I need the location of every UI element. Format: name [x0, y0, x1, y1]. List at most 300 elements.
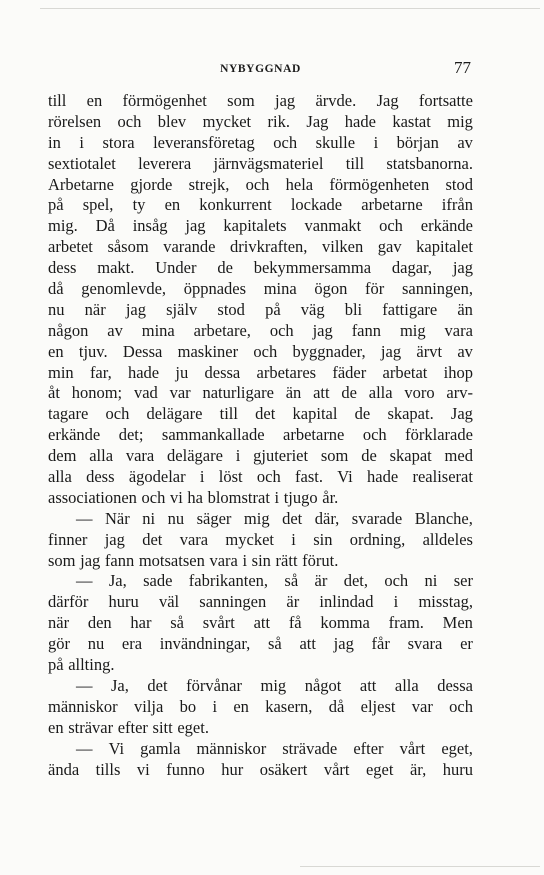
text-line [48, 133, 473, 154]
word: ihop [443, 362, 473, 382]
text-line [48, 530, 473, 551]
text-line [48, 154, 473, 175]
word: — [76, 571, 93, 591]
word: som [227, 91, 255, 110]
word: arbetarne [283, 425, 345, 445]
word: alla [89, 446, 114, 466]
running-head: NYBYGGNAD [220, 63, 301, 75]
word: erkände [420, 216, 473, 236]
word: skapat. [387, 404, 434, 424]
word: ni [424, 571, 438, 591]
word: naturligare [202, 383, 274, 403]
word: jag [104, 529, 125, 549]
word: därför [48, 592, 89, 612]
word: makt. [97, 258, 135, 278]
word: jag [380, 341, 402, 361]
word: och [273, 132, 298, 152]
word: dess [86, 467, 115, 487]
word: jag [452, 258, 473, 278]
word: nu [48, 299, 65, 319]
word: eget. [177, 717, 209, 737]
word: ända [48, 759, 80, 779]
word: en [233, 696, 249, 716]
word: och [449, 696, 473, 716]
word: av [457, 341, 473, 361]
word: gav [377, 237, 402, 257]
word: realiserat [412, 467, 473, 487]
word: blomstrat [207, 487, 270, 507]
word: sanningen, [401, 279, 473, 299]
word: i [291, 529, 296, 549]
word: honom; [71, 383, 123, 403]
text-line [48, 676, 473, 697]
word: jag [125, 299, 146, 319]
word: När [105, 508, 130, 528]
word: er [460, 634, 473, 654]
text-line [48, 258, 473, 279]
word: år. [322, 487, 339, 507]
word: leverera [138, 153, 192, 173]
word: hade [127, 362, 160, 382]
word: kasern, [265, 696, 313, 716]
word: alla [368, 383, 393, 403]
word: Arbetarne [48, 174, 114, 194]
word: en [86, 91, 103, 110]
word: huru [442, 759, 473, 779]
word: jag [333, 634, 354, 654]
text-line [48, 321, 473, 342]
word: som [48, 550, 76, 570]
word: osäkert [259, 759, 308, 779]
word: stod [217, 299, 245, 319]
word: Vi [108, 738, 125, 758]
word: och [256, 467, 281, 487]
text-line [48, 551, 473, 572]
word: svara [407, 634, 443, 654]
word: sammankallade [161, 425, 265, 445]
word: dessa [437, 675, 473, 695]
word: öppnades [183, 279, 247, 299]
word: på [265, 299, 281, 319]
word: är [314, 571, 328, 591]
word: associationen [48, 487, 137, 507]
word: vara [179, 529, 209, 549]
word: nu [167, 508, 185, 528]
text-line [48, 216, 473, 237]
word: dessa [204, 362, 241, 382]
word: början [396, 132, 439, 152]
word: och [117, 111, 142, 131]
word: förut. [302, 550, 339, 570]
word: vilja [133, 696, 164, 716]
word: det, [343, 571, 368, 591]
word: och [269, 320, 294, 340]
word: mig [260, 675, 287, 695]
word: vilken [321, 237, 364, 257]
word: arbetet [48, 237, 93, 257]
word: tills [95, 759, 121, 779]
word: att [253, 613, 271, 633]
word: in [48, 132, 61, 152]
text-line [48, 342, 473, 363]
word: som [320, 446, 349, 466]
word: dagar, [391, 258, 432, 278]
word: arv- [446, 383, 473, 403]
word: det [282, 508, 303, 528]
word: är, [409, 759, 427, 779]
word: för [365, 279, 385, 299]
word: där, [314, 508, 340, 528]
page-number: 77 [454, 58, 471, 77]
word: med [444, 446, 473, 466]
word: i [199, 467, 205, 487]
word: när [84, 299, 106, 319]
word: rörelsen [48, 111, 102, 131]
word: sanningen [199, 592, 267, 612]
word: Jag [306, 111, 329, 131]
word: när [48, 613, 70, 633]
word: väl [158, 592, 180, 612]
word: insåg [132, 216, 168, 236]
word: — [76, 508, 93, 528]
text-line [48, 300, 473, 321]
word: är [286, 592, 300, 612]
word: era [121, 634, 143, 654]
word: så [268, 634, 282, 654]
word: misstag, [418, 592, 473, 612]
word: kapitalet [416, 237, 473, 257]
word: i [393, 592, 399, 612]
word: motsatsen [138, 550, 205, 570]
word: säger [196, 508, 232, 528]
word: att [299, 634, 316, 654]
text-line [48, 571, 473, 592]
word: dess [48, 258, 77, 278]
word: till [48, 91, 67, 110]
word: i [274, 487, 280, 507]
word: jag [80, 550, 101, 570]
word: maskiner [177, 341, 239, 361]
word: lockade [290, 195, 343, 215]
word: dem [48, 446, 77, 466]
word: då [328, 696, 345, 716]
word: kapital [292, 404, 338, 424]
word: Ja, [111, 675, 129, 695]
word: fram. [388, 613, 424, 633]
word: arbetare, [193, 320, 251, 340]
word: de [217, 258, 233, 278]
word: människor [48, 696, 118, 716]
word: tjuv. [78, 341, 108, 361]
text-line [48, 718, 473, 739]
word: alldeles [422, 529, 473, 549]
word: de [354, 404, 371, 424]
word: vara [125, 446, 155, 466]
word: sin [313, 529, 333, 549]
word: stod [445, 174, 473, 194]
word: mycket [225, 529, 274, 549]
word: — [76, 675, 93, 695]
word: fattigare [382, 299, 438, 319]
word: mina [263, 279, 297, 299]
word: det; [118, 425, 144, 445]
word: gjorde [130, 174, 173, 194]
word: drivkraften, [230, 237, 308, 257]
word: än [285, 383, 302, 403]
word: mig [447, 111, 473, 131]
text-line [48, 446, 473, 467]
word: gamla [140, 738, 181, 758]
word: vara [444, 320, 473, 340]
word: åt [48, 383, 60, 403]
word: av [107, 320, 123, 340]
word: efter [117, 717, 148, 737]
word: jag [275, 91, 296, 110]
word: förmögenheten [329, 174, 430, 194]
word: något [304, 675, 342, 695]
word: allting. [68, 655, 115, 675]
word: efter [353, 738, 384, 758]
word: att [359, 675, 377, 695]
word: ty [132, 195, 146, 215]
word: var [411, 696, 433, 716]
word: hade [344, 111, 376, 131]
word: funno [166, 759, 205, 779]
word: förklarade [405, 425, 473, 445]
word: alla [394, 675, 419, 695]
word: någon [48, 320, 89, 340]
word: det [255, 404, 276, 424]
word: arbetares [256, 362, 317, 382]
word: tjugo [283, 487, 318, 507]
text-line [48, 195, 473, 216]
word: ägodelar [128, 467, 186, 487]
text-line [48, 467, 473, 488]
word: byggnader, [292, 341, 366, 361]
word: ordning, [349, 529, 406, 549]
text-line [48, 592, 473, 613]
text-line [48, 175, 473, 196]
word: leveransföretag [153, 132, 255, 152]
word: på [48, 655, 64, 675]
word: såsom [107, 237, 149, 257]
word: Jag [376, 91, 399, 110]
word: hur [221, 759, 244, 779]
text-line [48, 739, 473, 760]
text-line [48, 425, 473, 446]
word: invändningar, [159, 634, 251, 654]
text-line [48, 112, 473, 133]
word: fann [104, 550, 135, 570]
word: arbetarne [361, 195, 423, 215]
word: i [79, 132, 84, 152]
word: en [48, 717, 64, 737]
word: spel, [82, 195, 114, 215]
word: jag [312, 320, 333, 340]
word: komma [320, 613, 370, 633]
word: fann [351, 320, 382, 340]
word: genomlevde, [81, 279, 167, 299]
word: delägare [167, 446, 223, 466]
word: skulle [315, 132, 356, 152]
word: stora [102, 132, 135, 152]
word: delägare [146, 404, 203, 424]
text-line [48, 613, 473, 634]
text-line [48, 91, 473, 112]
word: ni [142, 508, 156, 528]
word: Men [442, 613, 473, 633]
word: vi [136, 759, 150, 779]
word: min [48, 362, 74, 382]
text-line [48, 404, 473, 425]
word: erkände [48, 425, 101, 445]
word: svarade [351, 508, 403, 528]
word: och [362, 425, 387, 445]
word: sin [251, 550, 271, 570]
word: och [105, 404, 130, 424]
text-line [48, 655, 473, 676]
page-header [48, 58, 473, 82]
word: vanmakt [304, 216, 362, 236]
word: tagare [48, 404, 89, 424]
page-edge-bottom [300, 866, 540, 867]
word: det [142, 529, 163, 549]
word: fast. [295, 467, 323, 487]
word: alla [48, 467, 72, 487]
text-line [48, 383, 473, 404]
word: till [219, 404, 238, 424]
word: vårt [399, 738, 426, 758]
word: Ja, [108, 571, 127, 591]
word: Blanche, [414, 508, 473, 528]
word: Under [155, 258, 197, 278]
text-line [48, 697, 473, 718]
word: mig. [48, 216, 78, 236]
word: mig [399, 320, 426, 340]
text-line [48, 279, 473, 300]
word: strävar [68, 717, 114, 737]
word: i [242, 550, 248, 570]
word: var [169, 383, 191, 403]
word: huru [108, 592, 139, 612]
word: den [87, 613, 112, 633]
word: i [373, 132, 379, 152]
word: en [48, 341, 64, 361]
word: fortsatte [418, 91, 473, 110]
word: rätt [275, 550, 298, 570]
word: så [284, 571, 299, 591]
word: sitt [152, 717, 173, 737]
page-edge-top [40, 8, 540, 9]
word: vårt [323, 759, 350, 779]
word: gjuteriet [253, 446, 309, 466]
word: förvånar [186, 675, 242, 695]
word: och [379, 216, 403, 236]
word: nu [87, 634, 105, 654]
word: och [245, 174, 270, 194]
word: Dessa [122, 341, 163, 361]
word: och [384, 571, 409, 591]
word: strejk, [188, 174, 230, 194]
word: av [457, 132, 473, 152]
word: bo [179, 696, 197, 716]
word: eget [365, 759, 394, 779]
word: voro [404, 383, 435, 403]
word: rik. [267, 111, 291, 131]
word: vad [133, 383, 158, 403]
word: och [141, 487, 166, 507]
word: järnvägsmateriel [213, 153, 324, 173]
word: på [48, 195, 64, 215]
text-line [48, 760, 473, 781]
word: vi [169, 487, 183, 507]
text-line [48, 363, 473, 384]
word: ifrån [441, 195, 473, 215]
word: Jag [450, 404, 473, 424]
word: inlindad [319, 592, 374, 612]
word: de [361, 446, 377, 466]
word: har [130, 613, 152, 633]
word: mycket [202, 111, 252, 131]
word: till [345, 153, 365, 173]
word: själv [166, 299, 198, 319]
word: ärvt [416, 341, 443, 361]
word: far, [89, 362, 112, 382]
body-text [48, 91, 473, 780]
word: skapat [389, 446, 432, 466]
word: eljest [360, 696, 396, 716]
word: fabrikanten, [188, 571, 269, 591]
word: svårt [202, 613, 235, 633]
word: i [212, 696, 218, 716]
text-line [48, 634, 473, 655]
word: finner [48, 529, 88, 549]
word: får [371, 634, 390, 654]
word: konkurrent [199, 195, 272, 215]
word: gör [48, 634, 70, 654]
word: sextiotalet [48, 153, 116, 173]
word: vara [209, 550, 238, 570]
word: ögon [314, 279, 348, 299]
word: det [147, 675, 168, 695]
word: då [48, 279, 64, 299]
word: varande [163, 237, 216, 257]
word: få [288, 613, 302, 633]
text-line [48, 488, 473, 509]
word: hela [285, 174, 314, 194]
word: än [457, 299, 473, 319]
word: ha [187, 487, 203, 507]
word: blev [157, 111, 187, 131]
word: så [170, 613, 184, 633]
word: kapitalets [223, 216, 287, 236]
word: sade [143, 571, 173, 591]
word: mina [141, 320, 175, 340]
word: fäder [332, 362, 367, 382]
word: eget, [441, 738, 473, 758]
word: arbetat [382, 362, 428, 382]
word: väg [300, 299, 325, 319]
word: de [341, 383, 357, 403]
word: bli [344, 299, 363, 319]
word: och [253, 341, 278, 361]
word: ärvde. [315, 91, 357, 110]
word: — [76, 738, 93, 758]
text-line [48, 237, 473, 258]
word: hade [367, 467, 399, 487]
word: mig [243, 508, 270, 528]
word: förmögenhet [122, 91, 207, 110]
